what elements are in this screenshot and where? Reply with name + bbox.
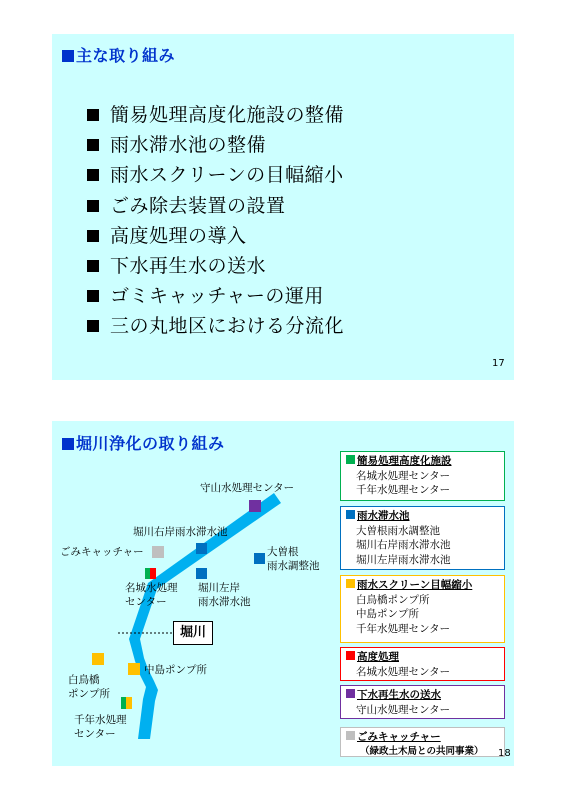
legend-group: [340, 685, 505, 719]
legend-item: 千年水処理センター: [356, 622, 451, 635]
nakajima-marker: [128, 663, 140, 675]
horikawa-label: 堀川: [173, 621, 213, 645]
slide-17: [52, 34, 514, 380]
legend-heading: [346, 509, 500, 524]
bullet-text: 三の丸地区における分流化: [110, 315, 345, 338]
bullet-square-icon: [87, 169, 99, 181]
meijo-marker-red: [150, 568, 156, 579]
bullet-square-icon: [87, 290, 99, 302]
bullet-item: [87, 191, 344, 221]
legend-group: [340, 727, 505, 757]
bullet-text: 高度処理の導入: [110, 224, 247, 247]
legend-swatch-icon: [346, 731, 355, 740]
bullet-square-icon: [87, 200, 99, 212]
bullet-item: [87, 311, 344, 341]
bullet-square-icon: [87, 320, 99, 332]
bullet-item: [87, 130, 344, 160]
legend-swatch-icon: [346, 510, 355, 519]
horikawa-right-marker: [196, 543, 207, 554]
shiratori-marker: [92, 653, 104, 665]
slide-title: [62, 43, 175, 66]
legend-item: 堀川左岸雨水滞水池: [356, 553, 451, 566]
meijo-label: 名城水処理 センター: [125, 582, 178, 608]
moriyama-label: 守山水処理センター: [200, 482, 295, 494]
bullet-text: 下水再生水の送水: [110, 254, 267, 277]
legend-swatch-icon: [346, 455, 355, 464]
slide-18: [52, 421, 514, 766]
page-number: 18: [498, 748, 511, 759]
legend-group: [340, 575, 505, 643]
bullet-list: [87, 100, 344, 342]
sennen-label: 千年水処理 センター: [74, 714, 127, 740]
legend-item: 名城水処理センター: [356, 665, 451, 678]
legend-heading: [346, 730, 500, 745]
ozone-label: 大曽根 雨水調整池: [267, 546, 320, 572]
horikawa-left-label: 堀川左岸 雨水滞水池: [198, 582, 251, 608]
legend-group: [340, 451, 505, 501]
legend-heading: [346, 454, 500, 469]
ozone-marker: [254, 553, 265, 564]
moriyama-marker: [249, 500, 261, 512]
legend-item: 中島ポンプ所: [356, 608, 419, 620]
bullet-square-icon: [87, 109, 99, 121]
garbage-catcher-marker: [152, 546, 164, 558]
bullet-text: ごみ除去装置の設置: [110, 194, 286, 217]
legend-item: 千年水処理センター: [356, 484, 451, 496]
title-square-icon: [62, 50, 74, 62]
legend-group: [340, 647, 505, 681]
legend-item: 白鳥橋ポンプ所: [356, 593, 430, 606]
page-number: 17: [492, 358, 505, 369]
bullet-item: [87, 100, 344, 130]
bullet-text: 雨水スクリーンの目幅縮小: [110, 164, 344, 187]
bullet-square-icon: [87, 139, 99, 151]
legend-heading-text: 高度処理: [357, 651, 399, 663]
legend-swatch-icon: [346, 689, 355, 698]
slide-title-text: 堀川浄化の取り組み: [76, 434, 225, 453]
slide-title-text: 主な取り組み: [76, 46, 176, 65]
shiratori-label: 白鳥橋 ポンプ所: [68, 674, 110, 700]
legend-heading-text: 簡易処理高度化施設: [357, 455, 452, 467]
nakajima-label: 中島ポンプ所: [144, 664, 207, 676]
legend-group: [340, 506, 505, 570]
legend-heading-text: 雨水スクリーン目幅縮小: [357, 579, 473, 591]
bullet-square-icon: [87, 230, 99, 242]
garbage-catcher-label: ごみキャッチャー: [60, 546, 144, 558]
legend-item: 堀川右岸雨水滞水池: [356, 539, 451, 551]
legend-heading: [346, 650, 500, 665]
legend-heading-text: 雨水滞水池: [357, 510, 410, 522]
legend-item: 大曽根雨水調整池: [356, 524, 440, 537]
legend-heading: [346, 688, 500, 703]
bullet-item: [87, 281, 344, 311]
legend-item: 守山水処理センター: [356, 703, 451, 716]
legend-swatch-icon: [346, 651, 355, 660]
legend-heading-text: 下水再生水の送水: [357, 689, 441, 701]
bullet-item: [87, 221, 344, 251]
bullet-text: 簡易処理高度化施設の整備: [110, 104, 345, 126]
bullet-square-icon: [87, 260, 99, 272]
bullet-text: 雨水滞水池の整備: [110, 134, 267, 157]
legend-item: （緑政土木局との共同事業）: [360, 745, 484, 757]
horikawa-right-label: 堀川右岸雨水滞水池: [133, 526, 228, 538]
horikawa-left-marker: [196, 568, 207, 579]
legend-heading: [346, 578, 500, 593]
sennen-marker-yellow: [126, 697, 132, 709]
bullet-item: [87, 251, 344, 281]
legend-heading-text: ごみキャッチャー: [357, 731, 441, 743]
bullet-text: ゴミキャッチャーの運用: [110, 285, 324, 308]
legend-swatch-icon: [346, 579, 355, 588]
bullet-item: [87, 160, 344, 190]
legend-item: 名城水処理センター: [356, 469, 451, 482]
